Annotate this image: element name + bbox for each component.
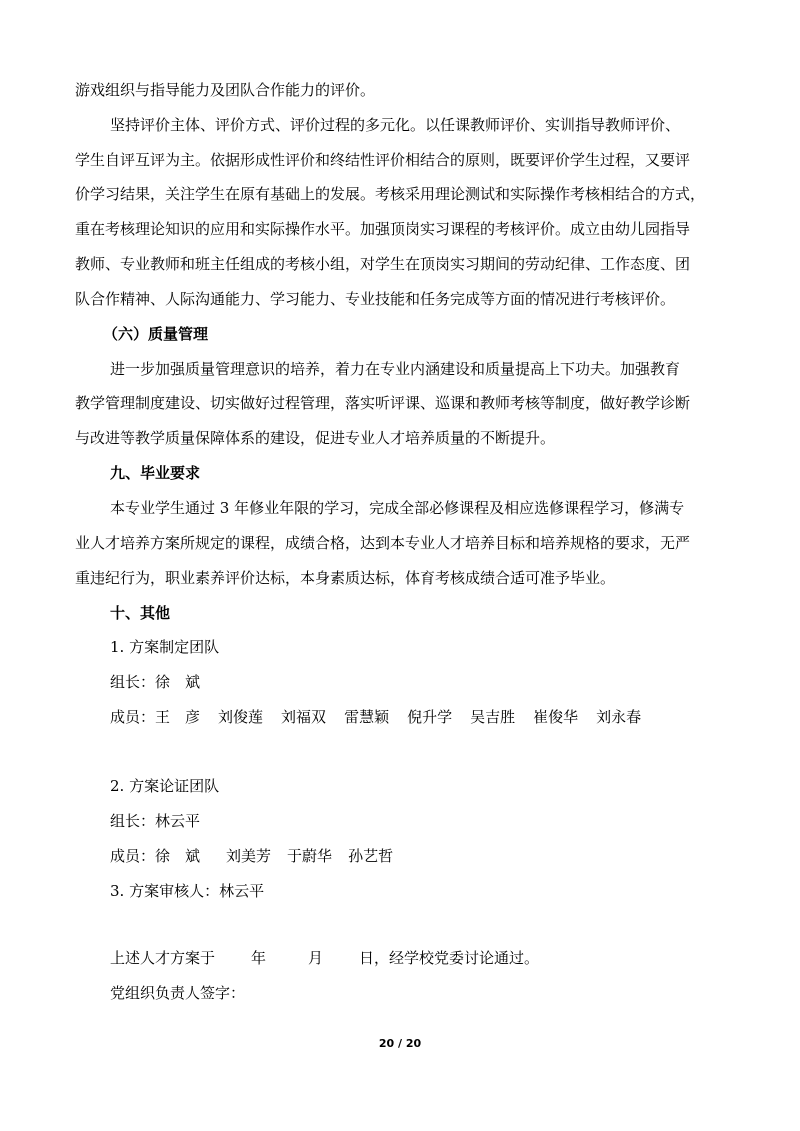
team-members (110, 846, 393, 866)
member-name: 吴吉胜 (470, 708, 516, 726)
team-members (110, 707, 641, 727)
team-title: 2. 方案论证团队 (110, 777, 220, 795)
paragraph-line: 价学习结果，关注学生在原有基础上的发展。考核采用理论测试和实际操作考核相结合的方式， (75, 185, 706, 203)
team-title: 1. 方案制定团队 (110, 638, 220, 656)
member-name: 刘俊莲 (218, 708, 264, 726)
members-label: 成员： (110, 847, 156, 865)
paragraph-line: 业人才培养方案所规定的课程，成绩合格，达到本专业人才培养目标和培养规格的要求，无严 (75, 534, 691, 552)
member-name: 倪升学 (407, 708, 453, 726)
approval-day-text: 日，经学校党委讨论通过。 (359, 949, 540, 967)
section-heading-other: 十、其他 (110, 604, 171, 622)
member-name: 孙艺哲 (348, 847, 394, 865)
paragraph-line: 教师、专业教师和班主任组成的考核小组，对学生在顶岗实习期间的劳动纪律、工作态度、团 (75, 255, 691, 273)
member-name: 徐 斌 (155, 847, 201, 865)
paragraph-line: 教学管理制度建设、切实做好过程管理，落实听评课、巡课和教师考核等制度，做好教学诊断 (75, 394, 691, 412)
team-leader: 组长：徐 斌 (110, 673, 201, 691)
approval-line (110, 948, 539, 968)
signature-line: 党组织负责人签字： (110, 984, 246, 1002)
member-name: 王 彦 (155, 708, 201, 726)
paragraph-line: 重违纪行为，职业素养评价达标，本身素质达标，体育考核成绩合适可准予毕业。 (75, 569, 616, 587)
member-name: 刘福双 (281, 708, 327, 726)
member-name: 于蔚华 (287, 847, 333, 865)
paragraph-line: 坚持评价主体、评价方式、评价过程的多元化。以任课教师评价、实训指导教师评价、 (110, 116, 681, 134)
approval-month: 月 (308, 949, 324, 967)
paragraph-line: 游戏组织与指导能力及团队合作能力的评价。 (75, 81, 376, 99)
paragraph-line: 队合作精神、人际沟通能力、学习能力、专业技能和任务完成等方面的情况进行考核评价。 (75, 290, 676, 308)
page-number: 20 / 20 (378, 1037, 422, 1050)
member-name: 雷慧颖 (344, 708, 390, 726)
paragraph-line: 进一步加强质量管理意识的培养，着力在专业内涵建设和质量提高上下功夫。加强教育 (110, 360, 681, 378)
member-name: 刘美芳 (226, 847, 272, 865)
members-label: 成员： (110, 708, 156, 726)
reviewer-line: 3. 方案审核人：林云平 (110, 882, 265, 900)
member-name: 刘永春 (596, 708, 642, 726)
approval-year: 年 (251, 949, 267, 967)
approval-text: 上述人才方案于 (110, 949, 216, 967)
team-leader: 组长：林云平 (110, 812, 201, 830)
section-heading-graduation: 九、毕业要求 (110, 464, 201, 482)
paragraph-line: 本专业学生通过 3 年修业年限的学习，完成全部必修课程及相应选修课程学习，修满专 (110, 499, 685, 517)
member-name: 崔俊华 (533, 708, 579, 726)
section-heading-quality: （六）质量管理 (103, 325, 209, 343)
paragraph-line: 与改进等教学质量保障体系的建设，促进专业人才培养质量的不断提升。 (75, 429, 556, 447)
paragraph-line: 重在考核理论知识的应用和实际操作水平。加强顶岗实习课程的考核评价。成立由幼儿园指导 (75, 220, 691, 238)
paragraph-line: 学生自评互评为主。依据形成性评价和终结性评价相结合的原则，既要评价学生过程，又要评 (75, 151, 691, 169)
